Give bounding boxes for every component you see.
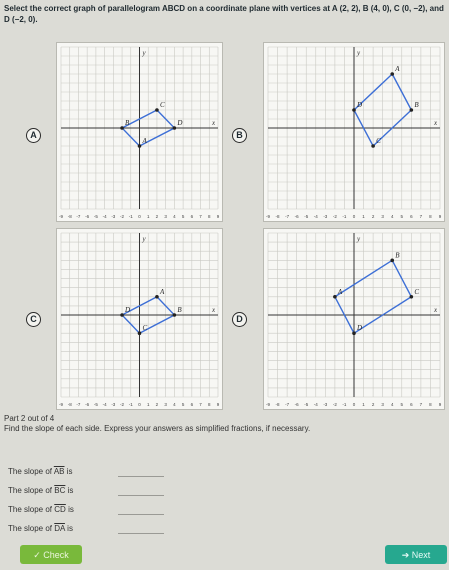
x-tick-label: 5 xyxy=(181,214,185,219)
segment-label: $\overline{AB}$ xyxy=(53,467,65,476)
vertex-label: B xyxy=(414,101,419,109)
vertex-point xyxy=(333,295,337,299)
vertex-label: C xyxy=(414,287,420,296)
x-tick-label: 3 xyxy=(381,214,384,219)
vertex-point xyxy=(155,108,159,112)
x-tick-label: 1 xyxy=(146,402,150,407)
graph-svg-a xyxy=(57,43,222,221)
x-tick-label: 5 xyxy=(400,402,404,407)
vertex-point xyxy=(390,72,394,76)
y-axis-label: y xyxy=(357,235,361,243)
vertex-point xyxy=(173,313,177,317)
next-label: Next xyxy=(411,550,431,560)
slope-row-da xyxy=(8,524,73,533)
x-tick-label: 1 xyxy=(362,214,365,219)
x-tick-label: 4 xyxy=(390,214,394,219)
slope-suffix: is xyxy=(67,524,73,533)
x-tick-label: 8 xyxy=(429,214,432,219)
x-tick-label: 7 xyxy=(419,402,423,407)
x-tick-label: -9 xyxy=(265,402,271,407)
x-tick-label: -6 xyxy=(85,214,90,219)
vertex-point xyxy=(120,126,124,130)
x-tick-label: -8 xyxy=(275,402,280,407)
y-axis-label: y xyxy=(142,235,146,243)
x-tick-label: 5 xyxy=(400,214,404,219)
graph-svg-d xyxy=(264,229,444,409)
segment-label: $\overline{DA}$ xyxy=(54,524,65,533)
x-tick-label: -8 xyxy=(67,402,72,407)
segment-label: $\overline{BC}$ xyxy=(54,486,66,495)
x-tick-label: -8 xyxy=(67,214,72,219)
x-tick-label: 4 xyxy=(173,214,176,219)
x-tick-label: 3 xyxy=(164,214,167,219)
x-tick-label: -5 xyxy=(304,214,309,219)
x-tick-label: -6 xyxy=(294,214,299,219)
x-tick-label: -3 xyxy=(111,214,116,219)
x-tick-label: -1 xyxy=(342,402,347,407)
check-icon: ✓ xyxy=(33,550,44,560)
x-tick-label: -9 xyxy=(58,214,64,219)
x-tick-label: 9 xyxy=(216,214,220,219)
vertex-point xyxy=(120,313,124,317)
vertex-label: A xyxy=(395,65,400,73)
slope-da-input[interactable] xyxy=(118,524,164,534)
x-tick-label: 0 xyxy=(138,402,141,407)
x-axis-label: x xyxy=(212,119,216,127)
vertex-point xyxy=(410,108,414,112)
x-tick-label: -6 xyxy=(85,402,90,407)
x-tick-label: -2 xyxy=(120,214,125,219)
vertex-label: A xyxy=(337,287,343,296)
x-tick-label: -9 xyxy=(265,214,271,219)
vertex-label: A xyxy=(142,137,147,145)
x-tick-label: -1 xyxy=(342,214,347,219)
x-tick-label: -7 xyxy=(76,214,81,219)
x-tick-label: 3 xyxy=(381,402,384,407)
slope-prefix: The slope of xyxy=(8,524,53,533)
vertex-label: D xyxy=(125,306,131,314)
x-tick-label: 4 xyxy=(173,402,176,407)
slope-suffix: is xyxy=(66,467,73,476)
x-tick-label: -7 xyxy=(285,402,290,407)
x-tick-label: -8 xyxy=(275,214,280,219)
x-tick-label: -3 xyxy=(323,402,328,407)
vertex-point xyxy=(138,144,142,148)
vertex-label: B xyxy=(125,119,130,127)
x-tick-label: 5 xyxy=(181,402,185,407)
x-tick-label: -2 xyxy=(120,402,125,407)
x-tick-label: 2 xyxy=(155,402,159,407)
slope-row-bc xyxy=(8,486,73,495)
x-tick-label: 6 xyxy=(190,214,194,219)
x-tick-label: 0 xyxy=(138,214,141,219)
vertex-point xyxy=(371,144,375,148)
x-tick-label: 6 xyxy=(410,214,413,219)
x-tick-label: 8 xyxy=(429,402,432,407)
x-tick-label: -7 xyxy=(76,402,81,407)
x-tick-label: 6 xyxy=(190,402,194,407)
x-tick-label: -9 xyxy=(58,402,64,407)
x-tick-label: 8 xyxy=(208,402,211,407)
x-tick-label: -5 xyxy=(304,402,309,407)
slope-prefix: The slope of xyxy=(8,486,53,495)
x-tick-label: 8 xyxy=(208,214,211,219)
x-tick-label: 3 xyxy=(164,402,167,407)
x-tick-label: -1 xyxy=(128,402,133,407)
x-tick-label: 2 xyxy=(371,214,375,219)
check-button[interactable] xyxy=(20,545,82,564)
slope-suffix: is xyxy=(68,505,74,514)
x-tick-label: 0 xyxy=(352,402,356,407)
x-tick-label: -5 xyxy=(93,214,98,219)
x-tick-label: -2 xyxy=(332,214,337,219)
slope-ab-input[interactable] xyxy=(118,467,164,477)
part-label: Part 2 out of 4 xyxy=(4,414,55,423)
vertex-label: B xyxy=(177,306,182,314)
vertex-point xyxy=(173,126,177,130)
vertex-point xyxy=(155,295,159,299)
option-d-radio[interactable]: D xyxy=(232,312,247,327)
y-axis-label: y xyxy=(142,49,146,57)
slope-suffix: is xyxy=(67,486,74,495)
vertex-point xyxy=(352,331,356,335)
x-tick-label: 9 xyxy=(216,402,220,407)
x-tick-label: 6 xyxy=(410,402,413,407)
vertex-label: C xyxy=(159,101,165,109)
option-a-graph[interactable] xyxy=(56,42,223,222)
vertex-point xyxy=(390,259,394,263)
vertex-label: A xyxy=(159,287,165,296)
x-tick-label: 7 xyxy=(419,214,423,219)
x-tick-label: -1 xyxy=(128,214,133,219)
option-c-radio[interactable]: C xyxy=(26,312,41,327)
option-a-radio[interactable]: A xyxy=(26,128,41,143)
x-tick-label: 7 xyxy=(199,402,202,407)
x-tick-label: 1 xyxy=(146,214,150,219)
vertex-label: D xyxy=(357,101,363,109)
graph-svg-b xyxy=(264,43,444,221)
slope-bc-input[interactable] xyxy=(118,486,164,496)
y-axis-label: y xyxy=(357,49,361,57)
vertex-label: B xyxy=(395,251,400,260)
option-b-graph[interactable] xyxy=(263,42,445,222)
vertex-label: D xyxy=(177,119,183,127)
x-tick-label: -5 xyxy=(93,402,98,407)
x-axis-label: x xyxy=(212,306,216,314)
x-tick-label: 0 xyxy=(352,214,356,219)
x-tick-label: 4 xyxy=(390,402,394,407)
segment-label: $\overline{CD}$ xyxy=(54,505,66,514)
x-tick-label: -6 xyxy=(294,402,299,407)
slope-row-ab xyxy=(8,467,73,476)
x-tick-label: -7 xyxy=(285,214,290,219)
graph-svg-c xyxy=(57,229,222,409)
x-tick-label: -4 xyxy=(313,402,318,407)
vertex-point xyxy=(138,331,142,335)
vertex-point xyxy=(352,108,356,112)
slope-prefix: The slope of xyxy=(8,467,53,476)
vertex-label: C xyxy=(376,137,381,145)
x-tick-label: 9 xyxy=(438,214,442,219)
x-axis-label: x xyxy=(434,306,438,314)
x-tick-label: -3 xyxy=(111,402,116,407)
x-axis-label: x xyxy=(434,119,438,127)
option-c-graph[interactable] xyxy=(56,228,223,410)
option-b-radio[interactable]: B xyxy=(232,128,247,143)
x-tick-label: 1 xyxy=(362,402,365,407)
x-tick-label: 2 xyxy=(371,402,375,407)
x-tick-label: -3 xyxy=(323,214,328,219)
vertex-label: C xyxy=(142,324,148,333)
x-tick-label: -2 xyxy=(332,402,337,407)
instruction-text: Find the slope of each side. Express your answers as simplified fractions, if necessary. xyxy=(4,424,311,433)
next-arrow-icon: ➔ xyxy=(401,550,412,560)
x-tick-label: 9 xyxy=(438,402,442,407)
slope-cd-input[interactable] xyxy=(118,505,164,515)
vertex-point xyxy=(410,295,414,299)
slope-prefix: The slope of xyxy=(8,505,53,514)
next-button[interactable] xyxy=(385,545,447,564)
x-tick-label: -4 xyxy=(313,214,318,219)
x-tick-label: -4 xyxy=(102,402,107,407)
slope-row-cd xyxy=(8,505,74,514)
x-tick-label: -4 xyxy=(102,214,107,219)
x-tick-label: 7 xyxy=(199,214,202,219)
option-d-graph[interactable] xyxy=(263,228,445,410)
check-label: Check xyxy=(43,550,69,560)
x-tick-label: 2 xyxy=(155,214,159,219)
question-text: Select the correct graph of parallelogram ABCD on a coordinate plane with vertices at A (2, 2), B (4, 0), C (0, −2), and D (−2, 0). xyxy=(4,4,444,24)
vertex-label: D xyxy=(357,324,363,333)
